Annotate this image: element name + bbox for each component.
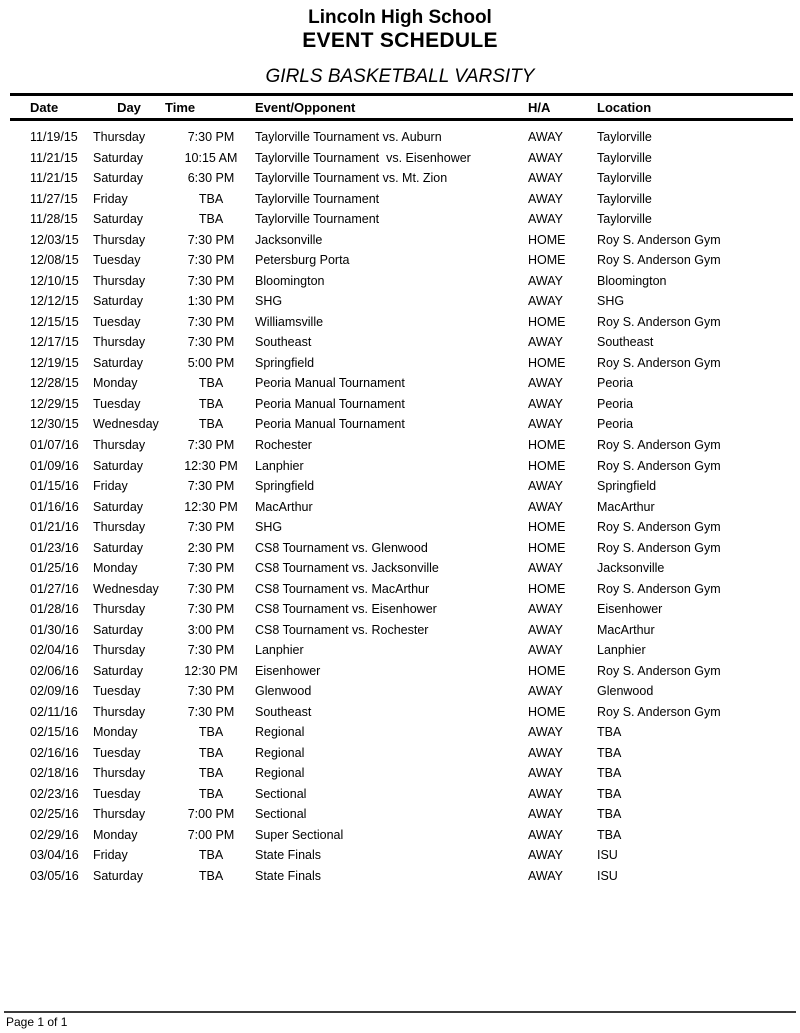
cell-event: CS8 Tournament vs. MacArthur bbox=[255, 581, 430, 596]
cell-time: 12:30 PM bbox=[184, 458, 238, 473]
cell-ha: AWAY bbox=[528, 479, 563, 494]
cell-location: Peoria bbox=[597, 417, 634, 432]
col-header-location: Location bbox=[597, 99, 652, 115]
cell-day: Friday bbox=[93, 848, 128, 863]
cell-day: Thursday bbox=[93, 273, 146, 288]
cell-time: 5:00 PM bbox=[187, 355, 235, 370]
cell-date: 02/16/16 bbox=[30, 745, 79, 760]
cell-location: TBA bbox=[597, 807, 622, 822]
cell-ha: AWAY bbox=[528, 130, 563, 145]
cell-day: Thursday bbox=[93, 602, 146, 617]
cell-time: 2:30 PM bbox=[187, 540, 235, 555]
table-row bbox=[10, 763, 793, 784]
cell-time: TBA bbox=[198, 396, 224, 411]
cell-location: Roy S. Anderson Gym bbox=[597, 581, 721, 596]
table-row bbox=[10, 189, 793, 210]
cell-date: 12/15/15 bbox=[30, 314, 79, 329]
cell-location: TBA bbox=[597, 725, 622, 740]
cell-time: 7:30 PM bbox=[187, 479, 235, 494]
cell-ha: AWAY bbox=[528, 868, 563, 883]
cell-location: ISU bbox=[597, 848, 618, 863]
table-row bbox=[10, 312, 793, 333]
cell-date: 01/23/16 bbox=[30, 540, 79, 555]
cell-time: 7:30 PM bbox=[187, 684, 235, 699]
cell-event: Lanphier bbox=[255, 458, 304, 473]
cell-date: 11/21/15 bbox=[30, 150, 78, 165]
cell-event: Springfield bbox=[255, 355, 315, 370]
cell-ha: AWAY bbox=[528, 335, 563, 350]
cell-event: Springfield bbox=[255, 479, 315, 494]
cell-ha: HOME bbox=[528, 581, 566, 596]
cell-location: Roy S. Anderson Gym bbox=[597, 314, 721, 329]
cell-time: TBA bbox=[198, 191, 224, 206]
cell-day: Monday bbox=[93, 827, 138, 842]
cell-location: Roy S. Anderson Gym bbox=[597, 437, 721, 452]
cell-event: Sectional bbox=[255, 786, 307, 801]
cell-date: 02/04/16 bbox=[30, 643, 79, 658]
table-row bbox=[10, 332, 793, 353]
cell-day: Saturday bbox=[93, 171, 144, 186]
cell-location: TBA bbox=[597, 786, 622, 801]
cell-time: 7:30 PM bbox=[187, 335, 235, 350]
cell-location: TBA bbox=[597, 766, 622, 781]
cell-location: TBA bbox=[597, 827, 622, 842]
cell-day: Thursday bbox=[93, 520, 146, 535]
cell-date: 12/19/15 bbox=[30, 355, 79, 370]
cell-ha: AWAY bbox=[528, 786, 563, 801]
cell-time: 7:00 PM bbox=[187, 827, 235, 842]
cell-time: TBA bbox=[198, 848, 224, 863]
cell-location: Roy S. Anderson Gym bbox=[597, 663, 721, 678]
cell-event: Taylorville Tournament bbox=[255, 191, 380, 206]
cell-ha: AWAY bbox=[528, 725, 563, 740]
table-row bbox=[10, 250, 793, 271]
cell-day: Saturday bbox=[93, 355, 144, 370]
table-row bbox=[10, 558, 793, 579]
cell-event: Southeast bbox=[255, 335, 312, 350]
cell-ha: HOME bbox=[528, 540, 566, 555]
cell-ha: AWAY bbox=[528, 684, 563, 699]
cell-event: Eisenhower bbox=[255, 663, 321, 678]
cell-location: Roy S. Anderson Gym bbox=[597, 458, 721, 473]
cell-event: Williamsville bbox=[255, 314, 324, 329]
cell-date: 02/15/16 bbox=[30, 725, 79, 740]
table-row bbox=[10, 127, 793, 148]
cell-day: Thursday bbox=[93, 643, 146, 658]
cell-event: Bloomington bbox=[255, 273, 325, 288]
cell-event: Regional bbox=[255, 745, 305, 760]
cell-location: Taylorville bbox=[597, 212, 652, 227]
cell-location: Taylorville bbox=[597, 171, 652, 186]
cell-location: ISU bbox=[597, 868, 618, 883]
table-row bbox=[10, 496, 793, 517]
cell-location: Springfield bbox=[597, 479, 657, 494]
cell-time: 7:30 PM bbox=[187, 232, 235, 247]
table-row bbox=[10, 414, 793, 435]
cell-ha: AWAY bbox=[528, 191, 563, 206]
col-header-day: Day bbox=[117, 99, 141, 115]
table-row bbox=[10, 866, 793, 887]
cell-ha: HOME bbox=[528, 520, 566, 535]
cell-day: Monday bbox=[93, 376, 138, 391]
cell-date: 12/30/15 bbox=[30, 417, 79, 432]
cell-time: TBA bbox=[198, 766, 224, 781]
cell-event: Petersburg Porta bbox=[255, 253, 350, 268]
cell-date: 02/18/16 bbox=[30, 766, 79, 781]
cell-event: Taylorville Tournament vs. Eisenhower bbox=[255, 150, 471, 165]
cell-time: 7:30 PM bbox=[187, 437, 235, 452]
table-row bbox=[10, 660, 793, 681]
cell-event: State Finals bbox=[255, 848, 322, 863]
cell-date: 01/21/16 bbox=[30, 520, 79, 535]
cell-ha: AWAY bbox=[528, 827, 563, 842]
cell-ha: AWAY bbox=[528, 417, 563, 432]
cell-date: 11/27/15 bbox=[30, 191, 78, 206]
cell-ha: AWAY bbox=[528, 499, 563, 514]
cell-event: Rochester bbox=[255, 437, 312, 452]
cell-location: Glenwood bbox=[597, 684, 654, 699]
col-header-date: Date bbox=[30, 99, 59, 115]
col-header-ha: H/A bbox=[528, 99, 551, 115]
cell-event: Taylorville Tournament vs. Auburn bbox=[255, 130, 442, 145]
table-row bbox=[10, 681, 793, 702]
table-row bbox=[10, 373, 793, 394]
cell-time: 6:30 PM bbox=[187, 171, 235, 186]
cell-time: 7:00 PM bbox=[187, 807, 235, 822]
cell-time: 7:30 PM bbox=[187, 520, 235, 535]
table-row bbox=[10, 209, 793, 230]
cell-location: Roy S. Anderson Gym bbox=[597, 355, 721, 370]
cell-time: 7:30 PM bbox=[187, 704, 235, 719]
cell-date: 02/09/16 bbox=[30, 684, 79, 699]
cell-time: 12:30 PM bbox=[184, 663, 238, 678]
cell-date: 02/25/16 bbox=[30, 807, 79, 822]
cell-event: CS8 Tournament vs. Glenwood bbox=[255, 540, 428, 555]
cell-location: Eisenhower bbox=[597, 602, 663, 617]
cell-date: 01/15/16 bbox=[30, 479, 79, 494]
cell-time: 7:30 PM bbox=[187, 273, 235, 288]
cell-date: 03/04/16 bbox=[30, 848, 79, 863]
table-row bbox=[10, 291, 793, 312]
cell-time: TBA bbox=[198, 745, 224, 760]
cell-day: Saturday bbox=[93, 294, 144, 309]
cell-ha: AWAY bbox=[528, 171, 563, 186]
cell-event: SHG bbox=[255, 520, 283, 535]
table-row bbox=[10, 168, 793, 189]
cell-event: Peoria Manual Tournament bbox=[255, 417, 405, 432]
cell-ha: HOME bbox=[528, 437, 566, 452]
cell-date: 01/25/16 bbox=[30, 561, 79, 576]
cell-ha: AWAY bbox=[528, 745, 563, 760]
cell-event: Peoria Manual Tournament bbox=[255, 376, 405, 391]
cell-date: 11/28/15 bbox=[30, 212, 78, 227]
cell-event: SHG bbox=[255, 294, 283, 309]
cell-time: 7:30 PM bbox=[187, 561, 235, 576]
cell-time: 7:30 PM bbox=[187, 253, 235, 268]
schedule-table bbox=[10, 93, 793, 886]
table-row bbox=[10, 230, 793, 251]
cell-ha: AWAY bbox=[528, 212, 563, 227]
cell-ha: AWAY bbox=[528, 602, 563, 617]
table-body bbox=[10, 121, 793, 886]
cell-time: 12:30 PM bbox=[184, 499, 238, 514]
cell-event: Taylorville Tournament vs. Mt. Zion bbox=[255, 171, 448, 186]
cell-event: CS8 Tournament vs. Rochester bbox=[255, 622, 429, 637]
cell-location: Taylorville bbox=[597, 150, 652, 165]
table-row bbox=[10, 599, 793, 620]
cell-event: Jacksonville bbox=[255, 232, 323, 247]
table-row bbox=[10, 517, 793, 538]
table-row bbox=[10, 825, 793, 846]
cell-time: TBA bbox=[198, 725, 224, 740]
table-row bbox=[10, 353, 793, 374]
cell-day: Wednesday bbox=[93, 581, 159, 596]
cell-time: TBA bbox=[198, 212, 224, 227]
cell-ha: AWAY bbox=[528, 273, 563, 288]
cell-ha: AWAY bbox=[528, 396, 563, 411]
table-row bbox=[10, 845, 793, 866]
table-row bbox=[10, 394, 793, 415]
cell-location: Peoria bbox=[597, 396, 634, 411]
cell-date: 12/10/15 bbox=[30, 273, 79, 288]
cell-date: 12/08/15 bbox=[30, 253, 79, 268]
cell-day: Thursday bbox=[93, 232, 146, 247]
cell-location: Roy S. Anderson Gym bbox=[597, 704, 721, 719]
cell-day: Thursday bbox=[93, 704, 146, 719]
cell-time: TBA bbox=[198, 786, 224, 801]
table-row bbox=[10, 619, 793, 640]
cell-location: Roy S. Anderson Gym bbox=[597, 253, 721, 268]
table-row bbox=[10, 271, 793, 292]
table-row bbox=[10, 476, 793, 497]
cell-day: Friday bbox=[93, 479, 128, 494]
page-number: Page 1 of 1 bbox=[6, 1015, 68, 1029]
table-row bbox=[10, 701, 793, 722]
cell-day: Tuesday bbox=[93, 745, 141, 760]
cell-event: CS8 Tournament vs. Eisenhower bbox=[255, 602, 437, 617]
cell-time: 7:30 PM bbox=[187, 581, 235, 596]
cell-time: TBA bbox=[198, 417, 224, 432]
cell-date: 02/23/16 bbox=[30, 786, 79, 801]
cell-ha: HOME bbox=[528, 663, 566, 678]
cell-time: 7:30 PM bbox=[187, 130, 235, 145]
cell-ha: HOME bbox=[528, 232, 566, 247]
cell-day: Saturday bbox=[93, 499, 144, 514]
cell-date: 11/21/15 bbox=[30, 171, 78, 186]
cell-day: Saturday bbox=[93, 868, 144, 883]
cell-event: Glenwood bbox=[255, 684, 312, 699]
cell-day: Tuesday bbox=[93, 396, 141, 411]
cell-day: Saturday bbox=[93, 663, 144, 678]
cell-day: Wednesday bbox=[93, 417, 159, 432]
cell-location: TBA bbox=[597, 745, 622, 760]
cell-time: 3:00 PM bbox=[187, 622, 235, 637]
cell-day: Tuesday bbox=[93, 314, 141, 329]
cell-location: Southeast bbox=[597, 335, 654, 350]
cell-ha: AWAY bbox=[528, 766, 563, 781]
cell-day: Thursday bbox=[93, 766, 146, 781]
cell-location: Roy S. Anderson Gym bbox=[597, 232, 721, 247]
cell-event: Sectional bbox=[255, 807, 307, 822]
cell-time: TBA bbox=[198, 376, 224, 391]
cell-event: Peoria Manual Tournament bbox=[255, 396, 405, 411]
cell-date: 11/19/15 bbox=[30, 130, 78, 145]
col-header-event: Event/Opponent bbox=[255, 99, 356, 115]
table-row bbox=[10, 804, 793, 825]
cell-day: Saturday bbox=[93, 622, 144, 637]
cell-location: Taylorville bbox=[597, 130, 652, 145]
cell-event: Regional bbox=[255, 766, 305, 781]
cell-date: 12/17/15 bbox=[30, 335, 79, 350]
cell-ha: HOME bbox=[528, 314, 566, 329]
cell-ha: AWAY bbox=[528, 622, 563, 637]
table-row bbox=[10, 742, 793, 763]
cell-day: Monday bbox=[93, 561, 138, 576]
cell-location: Bloomington bbox=[597, 273, 667, 288]
cell-ha: HOME bbox=[528, 458, 566, 473]
cell-time: 7:30 PM bbox=[187, 602, 235, 617]
table-row bbox=[10, 640, 793, 661]
cell-ha: AWAY bbox=[528, 848, 563, 863]
cell-date: 01/07/16 bbox=[30, 437, 79, 452]
table-row bbox=[10, 455, 793, 476]
cell-day: Saturday bbox=[93, 212, 144, 227]
table-row bbox=[10, 435, 793, 456]
cell-date: 03/05/16 bbox=[30, 868, 79, 883]
footer-rule bbox=[4, 1011, 796, 1013]
cell-date: 02/29/16 bbox=[30, 827, 79, 842]
page-title: EVENT SCHEDULE bbox=[302, 29, 498, 52]
cell-ha: AWAY bbox=[528, 294, 563, 309]
cell-location: Roy S. Anderson Gym bbox=[597, 540, 721, 555]
cell-day: Thursday bbox=[93, 130, 146, 145]
cell-event: CS8 Tournament vs. Jacksonville bbox=[255, 561, 439, 576]
cell-day: Monday bbox=[93, 725, 138, 740]
cell-day: Tuesday bbox=[93, 253, 141, 268]
cell-date: 12/29/15 bbox=[30, 396, 79, 411]
cell-ha: HOME bbox=[528, 704, 566, 719]
cell-location: Roy S. Anderson Gym bbox=[597, 520, 721, 535]
cell-event: Taylorville Tournament bbox=[255, 212, 380, 227]
cell-location: SHG bbox=[597, 294, 625, 309]
cell-location: Taylorville bbox=[597, 191, 652, 206]
cell-day: Tuesday bbox=[93, 786, 141, 801]
cell-date: 01/16/16 bbox=[30, 499, 79, 514]
cell-date: 01/30/16 bbox=[30, 622, 79, 637]
cell-date: 12/12/15 bbox=[30, 294, 79, 309]
school-name: Lincoln High School bbox=[308, 7, 492, 28]
cell-event: State Finals bbox=[255, 868, 322, 883]
cell-time: TBA bbox=[198, 868, 224, 883]
cell-day: Saturday bbox=[93, 150, 144, 165]
cell-event: Lanphier bbox=[255, 643, 304, 658]
cell-location: MacArthur bbox=[597, 499, 655, 514]
cell-event: Southeast bbox=[255, 704, 312, 719]
team-subtitle: GIRLS BASKETBALL VARSITY bbox=[265, 66, 535, 87]
table-row bbox=[10, 148, 793, 169]
cell-date: 12/03/15 bbox=[30, 232, 79, 247]
cell-day: Thursday bbox=[93, 335, 146, 350]
cell-date: 02/06/16 bbox=[30, 663, 79, 678]
cell-day: Friday bbox=[93, 191, 128, 206]
cell-date: 02/11/16 bbox=[30, 704, 78, 719]
table-row bbox=[10, 784, 793, 805]
cell-ha: AWAY bbox=[528, 561, 563, 576]
cell-day: Thursday bbox=[93, 807, 146, 822]
cell-day: Tuesday bbox=[93, 684, 141, 699]
cell-event: Regional bbox=[255, 725, 305, 740]
cell-time: 7:30 PM bbox=[187, 643, 235, 658]
cell-ha: AWAY bbox=[528, 376, 563, 391]
cell-ha: HOME bbox=[528, 355, 566, 370]
table-header-row bbox=[10, 93, 793, 121]
col-header-time: Time bbox=[165, 99, 196, 115]
cell-date: 12/28/15 bbox=[30, 376, 79, 391]
cell-day: Saturday bbox=[93, 458, 144, 473]
cell-time: 1:30 PM bbox=[187, 294, 235, 309]
table-row bbox=[10, 537, 793, 558]
cell-location: Peoria bbox=[597, 376, 634, 391]
cell-ha: HOME bbox=[528, 253, 566, 268]
table-row bbox=[10, 722, 793, 743]
cell-date: 01/27/16 bbox=[30, 581, 79, 596]
cell-time: 10:15 AM bbox=[184, 150, 238, 165]
cell-ha: AWAY bbox=[528, 807, 563, 822]
cell-event: Super Sectional bbox=[255, 827, 344, 842]
cell-day: Thursday bbox=[93, 437, 146, 452]
cell-time: 7:30 PM bbox=[187, 314, 235, 329]
cell-ha: AWAY bbox=[528, 150, 563, 165]
cell-location: MacArthur bbox=[597, 622, 655, 637]
cell-date: 01/28/16 bbox=[30, 602, 79, 617]
cell-ha: AWAY bbox=[528, 643, 563, 658]
cell-location: Jacksonville bbox=[597, 561, 665, 576]
cell-location: Lanphier bbox=[597, 643, 646, 658]
cell-event: MacArthur bbox=[255, 499, 313, 514]
document-header bbox=[0, 0, 800, 88]
table-row bbox=[10, 578, 793, 599]
cell-date: 01/09/16 bbox=[30, 458, 79, 473]
cell-day: Saturday bbox=[93, 540, 144, 555]
